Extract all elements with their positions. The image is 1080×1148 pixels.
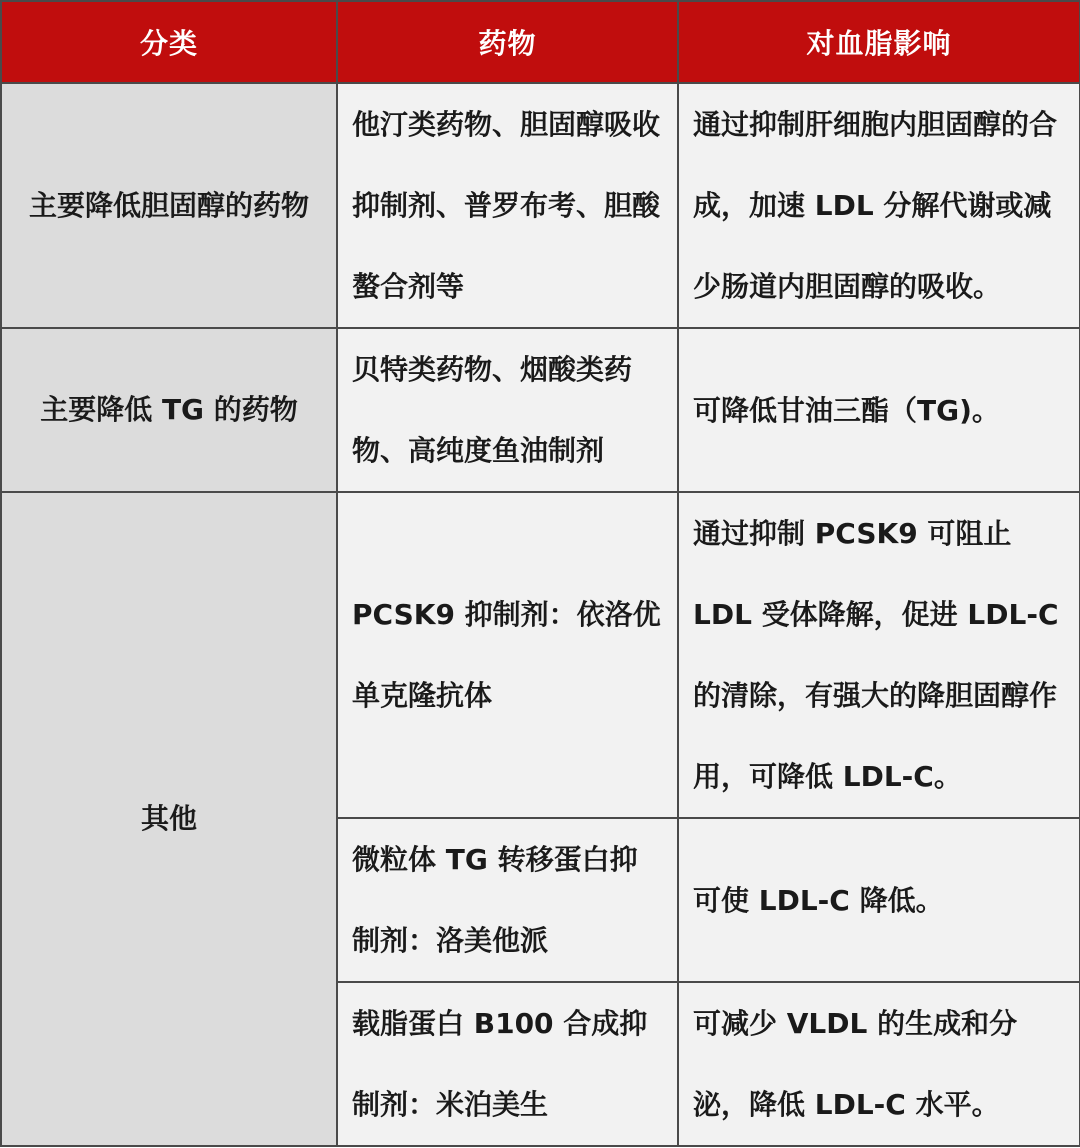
header-drug: 药物: [337, 1, 678, 83]
effect-cell: 通过抑制肝细胞内胆固醇的合成，加速 LDL 分解代谢或减少肠道内胆固醇的吸收。: [678, 83, 1080, 328]
table-row: [1, 328, 1080, 492]
drug-cell: 贝特类药物、烟酸类药物、高纯度鱼油制剂: [337, 328, 678, 492]
category-cell: 主要降低 TG 的药物: [1, 328, 337, 492]
header-row: [1, 1, 1080, 83]
effect-cell: 可减少 VLDL 的生成和分泌，降低 LDL-C 水平。: [678, 982, 1080, 1146]
drug-cell: 微粒体 TG 转移蛋白抑制剂：洛美他派: [337, 818, 678, 982]
effect-cell: 通过抑制 PCSK9 可阻止 LDL 受体降解，促进 LDL-C 的清除，有强大的降胆固醇作用，可降低 LDL-C。: [678, 492, 1080, 818]
effect-cell: 可降低甘油三酯（TG)。: [678, 328, 1080, 492]
header-effect: 对血脂影响: [678, 1, 1080, 83]
category-cell: 主要降低胆固醇的药物: [1, 83, 337, 328]
table-row: [1, 83, 1080, 328]
drug-cell: PCSK9 抑制剂：依洛优单克隆抗体: [337, 492, 678, 818]
header-category: 分类: [1, 1, 337, 83]
drug-cell: 他汀类药物、胆固醇吸收抑制剂、普罗布考、胆酸螯合剂等: [337, 83, 678, 328]
effect-cell: 可使 LDL-C 降低。: [678, 818, 1080, 982]
category-cell: 其他: [1, 492, 337, 1146]
drug-cell: 载脂蛋白 B100 合成抑制剂：米泊美生: [337, 982, 678, 1146]
table-row: [1, 492, 1080, 818]
